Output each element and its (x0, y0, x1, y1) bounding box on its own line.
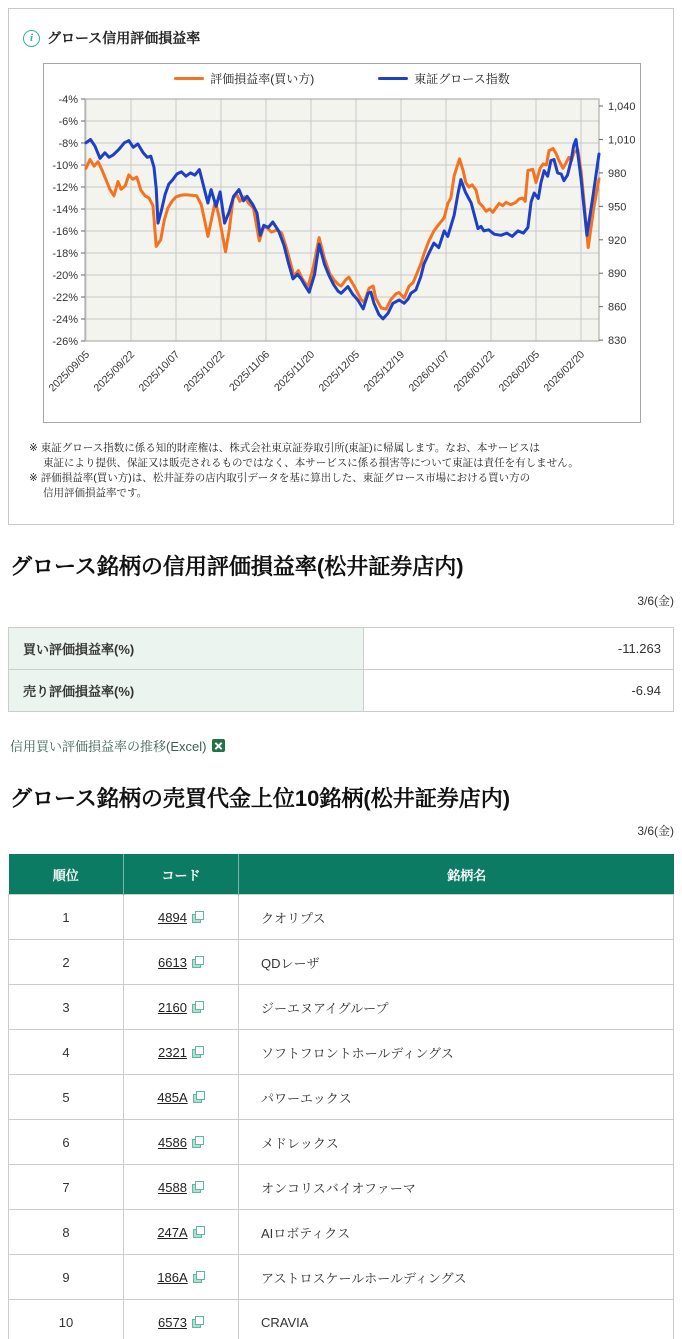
ranking-header-row (9, 854, 674, 895)
svg-text:920: 920 (608, 234, 627, 247)
valuation-row (9, 628, 674, 670)
code-wrap (157, 1090, 204, 1105)
table-row (9, 1300, 674, 1339)
legend-line-swatch (378, 77, 408, 80)
code-cell (124, 895, 239, 940)
svg-text:-12%: -12% (52, 182, 78, 194)
svg-text:2026/02/05: 2026/02/05 (496, 348, 543, 395)
section1-date: 3/6(金) (637, 594, 674, 608)
copy-icon[interactable] (192, 1136, 204, 1148)
metric-label: 買い評価損益率(%) (9, 628, 364, 670)
svg-text:2025/11/06: 2025/11/06 (227, 348, 273, 394)
rank-cell: 4 (9, 1030, 124, 1075)
rank-cell: 1 (9, 895, 124, 940)
svg-text:-22%: -22% (52, 292, 78, 304)
code-link[interactable]: 2321 (158, 1044, 187, 1060)
section2-heading: グロース銘柄の売買代金上位10銘柄(松井証券店内) (10, 786, 511, 811)
stock-name-cell: パワーエックス (239, 1075, 674, 1120)
svg-text:2025/10/07: 2025/10/07 (136, 348, 183, 395)
valuation-row (9, 670, 674, 712)
stock-name-cell: ジーエヌアイグループ (239, 985, 674, 1030)
svg-text:-8%: -8% (58, 138, 78, 150)
code-wrap (157, 1270, 204, 1285)
code-link[interactable]: 6613 (158, 954, 187, 970)
code-wrap (158, 1000, 204, 1015)
svg-text:-4%: -4% (58, 94, 78, 106)
stock-name-cell: AIロボティクス (239, 1210, 674, 1255)
copy-icon[interactable] (192, 1001, 204, 1013)
code-wrap (158, 910, 204, 925)
svg-text:-10%: -10% (52, 160, 78, 172)
rank-cell: 6 (9, 1120, 124, 1165)
excel-download-link[interactable] (10, 736, 225, 755)
footnote-line: 東証により提供、保証又は販売されるものではなく、本サービスに係る損害等について東証は責任を有しません。 (43, 457, 579, 469)
code-wrap (158, 955, 204, 970)
table-row (9, 1075, 674, 1120)
svg-text:1,040: 1,040 (608, 101, 636, 114)
code-link[interactable]: 2160 (158, 999, 187, 1015)
copy-icon[interactable] (193, 1271, 205, 1283)
code-link[interactable]: 4586 (158, 1134, 187, 1150)
stock-name-cell: CRAVIA (239, 1300, 674, 1339)
code-cell (124, 1210, 239, 1255)
metric-value: -11.263 (364, 628, 674, 670)
svg-text:2026/02/20: 2026/02/20 (541, 348, 588, 395)
svg-text:980: 980 (608, 167, 627, 180)
rank-cell: 8 (9, 1210, 124, 1255)
metric-value: -6.94 (364, 670, 674, 712)
valuation-table (8, 627, 674, 712)
copy-icon[interactable] (193, 1226, 205, 1238)
code-wrap (158, 1180, 204, 1195)
copy-icon[interactable] (192, 1046, 204, 1058)
column-header: 銘柄名 (239, 854, 674, 895)
table-row (9, 940, 674, 985)
excel-icon (212, 739, 225, 752)
section2-date: 3/6(金) (637, 824, 674, 838)
info-icon[interactable]: i (23, 30, 40, 47)
svg-text:2025/12/05: 2025/12/05 (316, 348, 363, 395)
table-row (9, 985, 674, 1030)
rank-cell: 7 (9, 1165, 124, 1210)
copy-icon[interactable] (193, 1091, 205, 1103)
svg-text:830: 830 (608, 335, 627, 348)
code-link[interactable]: 4894 (158, 909, 187, 925)
table-row (9, 1210, 674, 1255)
code-wrap (158, 1135, 204, 1150)
column-header: コード (124, 854, 239, 895)
rank-cell: 2 (9, 940, 124, 985)
svg-text:2025/09/22: 2025/09/22 (91, 348, 138, 395)
legend-line-swatch (174, 77, 204, 80)
code-link[interactable]: 247A (157, 1224, 188, 1240)
svg-text:-16%: -16% (52, 226, 78, 238)
ranking-table (8, 854, 674, 1339)
svg-text:2026/01/22: 2026/01/22 (451, 348, 498, 395)
footnote-line: 信用評価損益率です。 (43, 487, 148, 499)
code-link[interactable]: 485A (157, 1089, 188, 1105)
section1-heading: グロース銘柄の信用評価損益率(松井証券店内) (10, 554, 464, 579)
chart-box (43, 63, 641, 423)
svg-text:-14%: -14% (52, 204, 78, 216)
code-link[interactable]: 6573 (158, 1314, 187, 1330)
copy-icon[interactable] (192, 1181, 204, 1193)
code-cell (124, 1120, 239, 1165)
svg-text:-20%: -20% (52, 270, 78, 282)
code-cell (124, 940, 239, 985)
panel-title: グロース信用評価損益率 (47, 30, 201, 46)
code-cell (124, 1030, 239, 1075)
table-row (9, 1030, 674, 1075)
svg-text:-26%: -26% (52, 336, 78, 348)
copy-icon[interactable] (192, 956, 204, 968)
code-cell (124, 985, 239, 1030)
chart-footnotes (29, 441, 659, 501)
legend-label: 東証グロース指数 (414, 72, 510, 86)
svg-text:1,010: 1,010 (608, 134, 636, 147)
rank-cell: 3 (9, 985, 124, 1030)
svg-text:2026/01/07: 2026/01/07 (406, 348, 453, 395)
stock-name-cell: ソフトフロントホールディングス (239, 1030, 674, 1075)
svg-text:2025/12/19: 2025/12/19 (361, 348, 408, 395)
stock-name-cell: QDレーザ (239, 940, 674, 985)
table-row (9, 1255, 674, 1300)
code-cell (124, 1075, 239, 1120)
stock-name-cell: アストロスケールホールディングス (239, 1255, 674, 1300)
copy-icon[interactable] (192, 1316, 204, 1328)
legend-item (174, 70, 314, 87)
chart-legend (44, 70, 640, 87)
rank-cell: 9 (9, 1255, 124, 1300)
metric-label: 売り評価損益率(%) (9, 670, 364, 712)
code-wrap (158, 1045, 204, 1060)
svg-text:2025/10/22: 2025/10/22 (181, 348, 228, 395)
code-cell (124, 1300, 239, 1339)
rank-cell: 5 (9, 1075, 124, 1120)
rank-cell: 10 (9, 1300, 124, 1339)
code-link[interactable]: 4588 (158, 1179, 187, 1195)
chart-panel (8, 8, 674, 525)
table-row (9, 1120, 674, 1165)
panel-header (23, 28, 200, 48)
table-row (9, 1165, 674, 1210)
svg-text:890: 890 (608, 268, 627, 281)
copy-icon[interactable] (192, 911, 204, 923)
svg-text:2025/11/20: 2025/11/20 (272, 348, 318, 394)
svg-text:-6%: -6% (58, 116, 78, 128)
svg-text:950: 950 (608, 201, 627, 214)
table-row (9, 895, 674, 940)
footnote-line: ※ 東証グロース指数に係る知的財産権は、株式会社東京証券取引所(東証)に帰属します。なお、本サービスは (29, 442, 540, 454)
code-cell (124, 1255, 239, 1300)
svg-text:2025/09/05: 2025/09/05 (46, 348, 93, 395)
line-chart-svg (44, 92, 640, 420)
svg-text:-24%: -24% (52, 314, 78, 326)
footnote-line: ※ 評価損益率(買い方)は、松井証券の店内取引データを基に算出した、東証グロース市場における買い方の (29, 472, 531, 484)
code-wrap (158, 1315, 204, 1330)
stock-name-cell: オンコリスバイオファーマ (239, 1165, 674, 1210)
code-wrap (157, 1225, 204, 1240)
svg-text:-18%: -18% (52, 248, 78, 260)
code-cell (124, 1165, 239, 1210)
code-link[interactable]: 186A (157, 1269, 188, 1285)
svg-text:860: 860 (608, 301, 627, 314)
stock-name-cell: メドレックス (239, 1120, 674, 1165)
stock-name-cell: クオリプス (239, 895, 674, 940)
legend-item (378, 70, 509, 87)
column-header: 順位 (9, 854, 124, 895)
excel-link-label: 信用買い評価損益率の推移(Excel) (10, 739, 207, 754)
legend-label: 評価損益率(買い方) (210, 72, 315, 86)
